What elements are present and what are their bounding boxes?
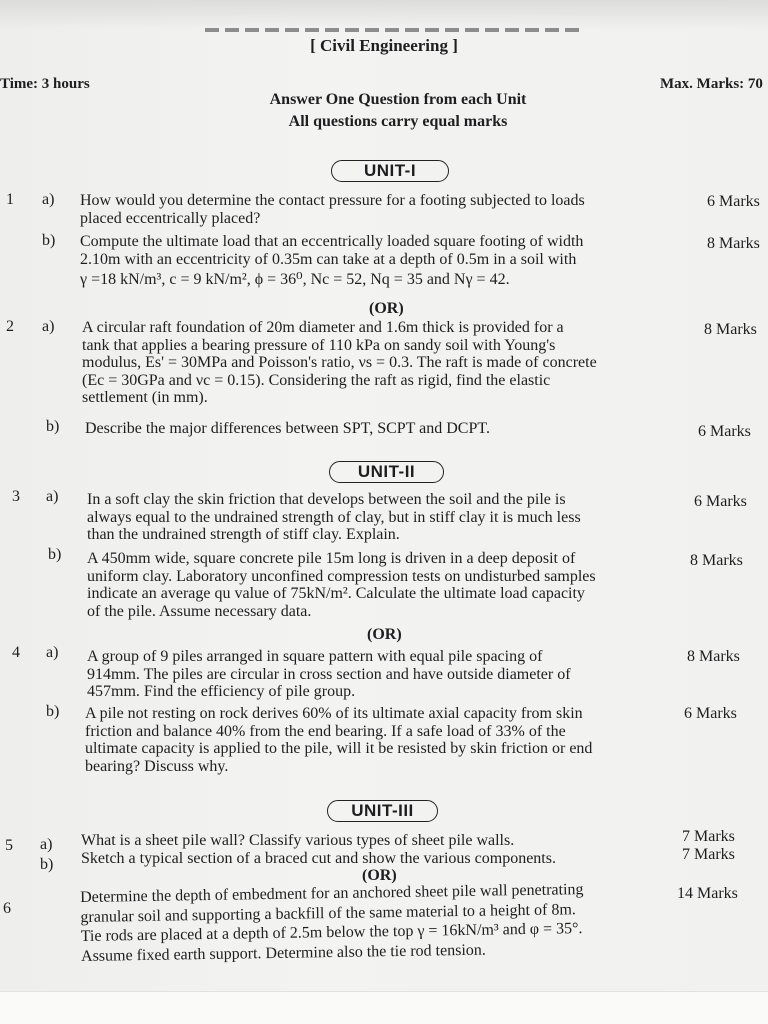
question-line: Compute the ultimate load that an eccentrically loaded square footing of width [80,233,584,250]
question-line: Determine the depth of embedment for an anchored sheet pile wall penetrating [80,881,584,906]
marks-label: 7 Marks [682,828,735,845]
question-text [87,491,667,544]
question-line: What is a sheet pile wall? Classify various types of sheet pile walls. [81,832,515,849]
page-bottom-margin [0,991,768,1024]
marks-label: 14 Marks [677,885,738,902]
question-line: A pile not resting on rock derives 60% of its ultimate axial capacity from skin [85,705,583,722]
question-line: Sketch a typical section of a braced cut and show the various components. [81,850,556,867]
max-marks-label: Max. Marks: 70 [660,76,763,92]
question-line: modulus, Es' = 30MPa and Poisson's ratio, νs = 0.3. The raft is made of concrete [82,354,597,371]
question-text [81,850,661,868]
question-text [85,420,679,438]
question-text [87,550,667,620]
instruction-equal-marks: All questions carry equal marks [288,113,508,130]
question-line: than the undrained strength of stiff clay. Explain. [87,526,400,543]
question-line: tank that applies a bearing pressure of 110 kPa on sandy soil with Young's [82,336,556,354]
question-line: always equal to the undrained strength of clay, but in stiff clay it is much less [87,508,581,526]
subpart-label: b) [46,703,60,720]
question-line: 2.10m with an eccentricity of 0.35m can take at a depth of 0.5m in a soil with [80,250,577,268]
question-line: A circular raft foundation of 20m diameter and 1.6m thick is provided for a [82,319,564,336]
course-title: [ Civil Engineering ] [310,36,458,55]
marks-label: 8 Marks [690,552,743,569]
instruction-one-question: Answer One Question from each Unit [269,91,527,108]
question-line: uniform clay. Laboratory unconfined compression tests on undisturbed samples [87,567,596,585]
subpart-label: b) [42,232,56,249]
marks-label: 6 Marks [707,193,760,210]
question-number: 2 [6,318,14,335]
or-separator: (OR) [369,300,404,317]
question-line: (Ec = 30GPa and νc = 0.15). Considering the raft as rigid, find the elastic [82,371,551,389]
question-line: placed eccentrically placed? [80,209,261,227]
question-line: How would you determine the contact pressure for a footing subjected to loads [80,192,585,209]
subpart-label: b) [40,856,54,873]
unit-heading: UNIT-I [331,160,449,182]
marks-label: 8 Marks [687,648,740,665]
subpart-label: a) [42,191,55,208]
question-text [80,233,682,289]
subpart-label: a) [46,644,59,661]
question-line: Describe the major differences between SPT, SCPT and DCPT. [85,420,490,437]
subpart-label: b) [46,418,60,435]
unit-heading: UNIT-III [327,800,438,822]
question-line: 914mm. The piles are circular in cross section and have outside diameter of [87,665,571,683]
question-number: 6 [3,900,11,917]
question-line: bearing? Discuss why. [85,757,229,775]
question-line: granular soil and supporting a backfill of the same material to a height of 8m. [80,900,576,926]
marks-label: 6 Marks [698,423,751,440]
question-text [81,832,661,850]
question-number: 5 [5,837,13,854]
subpart-label: a) [46,488,59,505]
question-line: Assume fixed earth support. Determine also the tie rod tension. [80,941,486,965]
subpart-label: a) [40,836,53,853]
question-line: 457mm. Find the efficiency of pile group. [87,683,356,700]
subpart-label: b) [48,546,62,563]
marks-label: 6 Marks [694,493,747,510]
question-text [80,879,661,966]
marks-label: 6 Marks [684,705,737,722]
question-line: γ =18 kN/m³, c = 9 kN/m², ϕ = 36⁰, Nc = 52, Nq = 35 and Nγ = 42. [80,271,510,288]
marks-label: 8 Marks [704,321,757,338]
question-line: In a soft clay the skin friction that develops between the soil and the pile is [87,491,566,508]
question-number: 4 [12,644,20,661]
or-separator: (OR) [362,867,397,884]
marks-label: 8 Marks [707,235,760,252]
question-line: A 450mm wide, square concrete pile 15m long is driven in a deep deposit of [87,550,576,567]
or-separator: (OR) [367,626,402,643]
question-text [82,319,676,407]
question-line: ultimate capacity is applied to the pile, will it be resisted by skin friction or end [85,740,593,757]
question-line: indicate an average qu value of 75kN/m². Calculate the ultimate load capacity [87,585,585,602]
cut-off-title-line [205,28,585,32]
question-line: A group of 9 piles arranged in square pattern with equal pile spacing of [87,648,543,665]
time-label: Time: 3 hours [0,76,90,92]
question-line: friction and balance 40% from the end bearing. If a safe load of 33% of the [85,722,566,740]
question-text [85,705,661,775]
page-top-shadow [0,0,768,30]
marks-label: 7 Marks [682,846,735,863]
subpart-label: a) [42,318,55,335]
question-text [87,648,661,701]
unit-heading: UNIT-II [329,461,444,483]
question-line: Tie rods are placed at a depth of 2.5m below the top γ = 16kN/m³ and φ = 35°. [80,920,583,945]
question-number: 3 [12,488,20,505]
question-text [80,192,682,227]
question-number: 1 [6,191,14,208]
question-line: settlement (in mm). [82,389,208,406]
question-line: of the pile. Assume necessary data. [87,602,312,620]
